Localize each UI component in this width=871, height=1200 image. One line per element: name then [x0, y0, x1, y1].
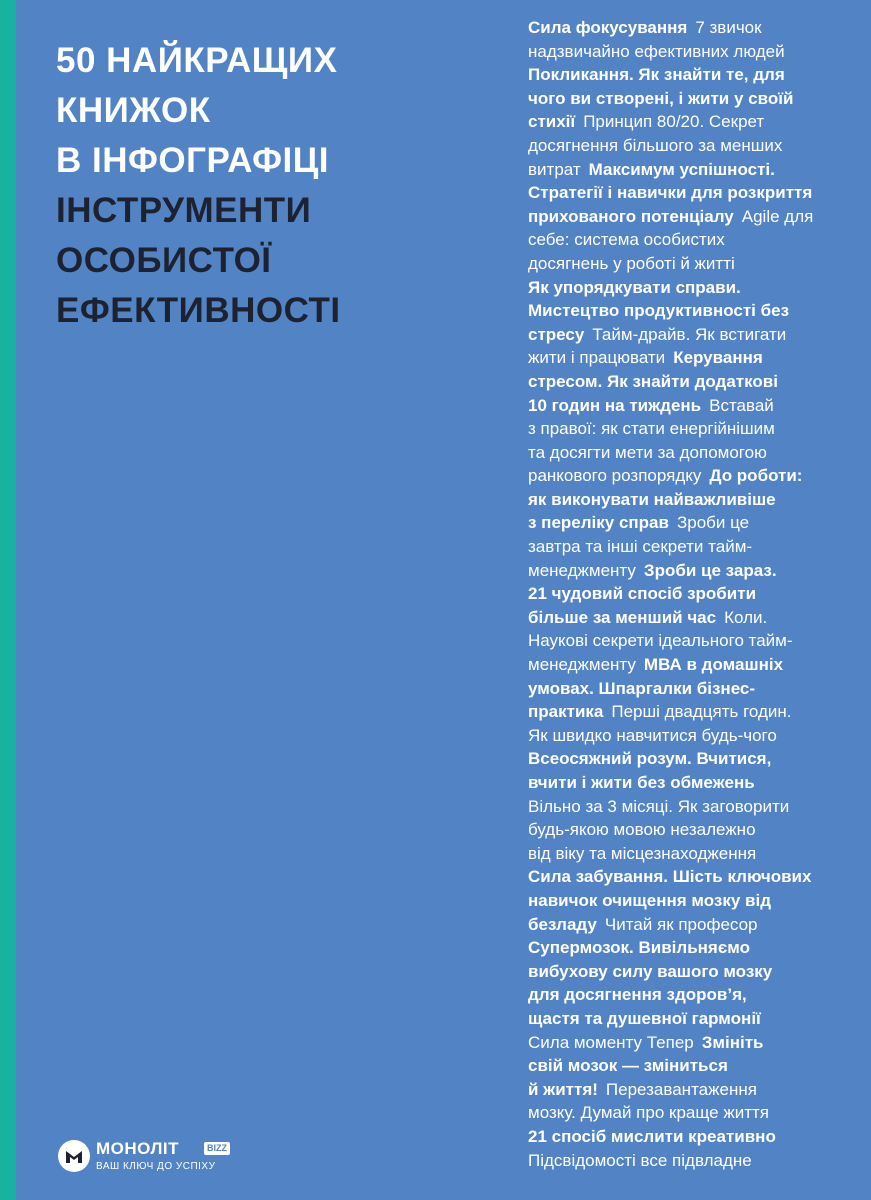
- book-list-line: [528, 511, 863, 535]
- book-title-segment: Вставай: [709, 395, 774, 415]
- book-list-line: [528, 488, 863, 512]
- publisher-name: МОНОЛІТ: [96, 1139, 179, 1158]
- book-title-bold-segment: свій мозок — зміниться: [528, 1056, 728, 1076]
- book-list-line: [528, 724, 863, 748]
- book-list-line: [528, 87, 863, 111]
- book-title-bold-segment: навичок очищення мозку від: [528, 890, 771, 910]
- book-title-bold-segment: Супермозок. Вивільняємо: [528, 938, 750, 958]
- book-list-line: [528, 323, 863, 347]
- book-title-bold-segment: Сила забування. Шість ключових: [528, 867, 812, 887]
- book-list-line: [528, 1031, 863, 1055]
- book-list-line: [528, 1101, 863, 1125]
- book-title-segment: досягнень у роботі й житті: [528, 253, 735, 273]
- book-list-line: [528, 181, 863, 205]
- book-title-bold-segment: з переліку справ: [528, 513, 669, 533]
- book-list-line: [528, 370, 863, 394]
- book-list-line: [528, 960, 863, 984]
- book-title-segment: Agile для: [741, 206, 814, 226]
- book-list-line: [528, 771, 863, 795]
- book-title-bold-segment: стихії: [528, 112, 576, 132]
- book-title-bold-segment: МВА в домашніх: [643, 655, 784, 675]
- book-title-segment: менеджменту: [528, 655, 636, 675]
- book-title-bold-segment: практика: [528, 702, 604, 722]
- book-list-line: [528, 559, 863, 583]
- book-title-bold-segment: стресу: [528, 324, 585, 344]
- book-title-bold-segment: вчити і жити без обмежень: [528, 773, 755, 792]
- book-list-line: [528, 228, 863, 252]
- book-list-line: [528, 134, 863, 158]
- book-list-line: [528, 1054, 863, 1078]
- monolith-logo-icon: [58, 1140, 90, 1172]
- book-title-segment: Наукові секрети ідеального тайм-: [528, 631, 793, 651]
- book-list-line: [528, 276, 863, 300]
- title-line-3: В ІНФОГРАФІЦІ: [56, 141, 329, 180]
- book-title-bold-segment: чого ви створені, і жити у своїй: [528, 88, 794, 108]
- publisher-tagline: ВАШ КЛЮЧ ДО УСПІХУ: [96, 1161, 216, 1172]
- book-title-bold-segment: для досягнення здоров’я,: [528, 985, 747, 1005]
- book-title-bold-segment: Змініть: [701, 1032, 764, 1052]
- book-list-line: [528, 394, 863, 418]
- book-title-segment: Сила моменту Тепер: [528, 1032, 694, 1052]
- book-title-bold-segment: стресом. Як знайти додаткові: [528, 371, 778, 391]
- book-list-line: [528, 936, 863, 960]
- publisher-badge: BIZZ: [204, 1142, 230, 1155]
- book-list-line: [528, 889, 863, 913]
- book-list-line: [528, 653, 863, 677]
- book-title-bold-segment: Керування: [673, 348, 763, 368]
- book-title-bold-segment: Стратегії і навички для розкриття: [528, 183, 813, 203]
- book-title-segment: Читай як професор: [604, 914, 758, 934]
- book-title-bold-segment: й життя!: [528, 1079, 598, 1099]
- book-list-line: [528, 795, 863, 819]
- book-list-line: [528, 606, 863, 630]
- book-title-bold-segment: прихованого потенціалу: [528, 206, 734, 226]
- book-title-bold-segment: більше за менший час: [528, 607, 717, 627]
- book-title-segment: з правої: як стати енергійнішим: [528, 419, 775, 439]
- book-title-bold-segment: 10 годин на тиждень: [528, 395, 702, 415]
- book-list-line: [528, 1007, 863, 1031]
- publisher-logo: [58, 1137, 278, 1177]
- cover-spine-stripe: [0, 0, 16, 1200]
- book-list-line: [528, 417, 863, 441]
- book-list-line: [528, 865, 863, 889]
- book-list-line: [528, 110, 863, 134]
- book-list-line: [528, 913, 863, 937]
- book-title-segment: від віку та місцезнаходження: [528, 843, 757, 863]
- book-title-bold-segment: як виконувати найважливіше: [528, 489, 776, 509]
- book-title-segment: Перші двадцять годин.: [611, 702, 792, 722]
- book-title-bold-segment: Всеосяжний розум. Вчитися,: [528, 749, 772, 769]
- book-title-segment: досягнення більшого за менших: [528, 135, 783, 155]
- book-title-segment: витрат: [528, 159, 581, 179]
- book-title-segment: завтра та інші секрети тайм-: [528, 537, 753, 557]
- book-title-bold-segment: 21 чудовий спосіб зробити: [528, 584, 757, 604]
- book-title-bold-segment: Мистецтво продуктивності без: [528, 301, 790, 321]
- book-list-line: [528, 818, 863, 842]
- book-title-segment: надзвичайно ефективних людей: [528, 41, 785, 61]
- book-list-line: [528, 535, 863, 559]
- book-list-line: [528, 252, 863, 276]
- title-line-1: 50 НАЙКРАЩИХ: [56, 41, 338, 80]
- book-list-line: [528, 16, 863, 40]
- book-list-line: [528, 299, 863, 323]
- book-list-line: [528, 441, 863, 465]
- book-title-segment: ранкового розпорядку: [528, 466, 702, 486]
- book-title-segment: Перезавантаження: [605, 1079, 757, 1099]
- book-title-segment: менеджменту: [528, 560, 636, 580]
- book-title-segment: Зроби це: [676, 513, 750, 533]
- book-title-segment: Тайм-драйв. Як встигати: [592, 324, 787, 344]
- book-title-segment: Принцип 80/20. Секрет: [583, 112, 765, 132]
- book-title-bold-segment: безладу: [528, 914, 597, 934]
- book-list-line: [528, 346, 863, 370]
- book-list-line: [528, 1149, 863, 1173]
- book-title-bold-segment: Максимум успішності.: [588, 159, 775, 179]
- book-list-line: [528, 205, 863, 229]
- book-list-line: [528, 63, 863, 87]
- book-title-bold-segment: Покликання. Як знайти те, для: [528, 65, 785, 85]
- book-title-segment: жити і працювати: [528, 348, 666, 368]
- book-list-line: [528, 700, 863, 724]
- book-title-segment: мозку. Думай про краще життя: [528, 1103, 769, 1123]
- book-list-line: [528, 677, 863, 701]
- book-title-bold-segment: До роботи:: [709, 466, 803, 486]
- book-list-line: [528, 747, 863, 771]
- subtitle-line-1: ІНСТРУМЕНТИ: [56, 191, 312, 230]
- book-title-segment: будь-якою мовою незалежно: [528, 820, 756, 840]
- book-title-bold-segment: Зроби це зараз.: [643, 560, 777, 580]
- book-title-segment: Вільно за 3 місяці. Як заговорити: [528, 796, 790, 816]
- book-title-bold-segment: 21 спосіб мислити креативно: [528, 1126, 776, 1146]
- book-title-segment: 7 звичок: [695, 18, 762, 37]
- book-title-segment: та досягти мети за допомогою: [528, 442, 767, 462]
- book-list-line: [528, 582, 863, 606]
- book-list-line: [528, 842, 863, 866]
- subtitle-line-2: ОСОБИСТОЇ: [56, 241, 272, 280]
- book-list-line: [528, 983, 863, 1007]
- book-title-segment: Підсвідомості все підвладне: [528, 1150, 752, 1170]
- book-title-segment: Коли.: [724, 607, 768, 627]
- book-titles-column: [528, 16, 863, 1172]
- book-title-bold-segment: Сила фокусування: [528, 18, 688, 37]
- title-line-2: КНИЖОК: [56, 91, 211, 130]
- book-title-segment: себе: система особистих: [528, 230, 725, 250]
- book-list-line: [528, 464, 863, 488]
- book-list-line: [528, 40, 863, 64]
- book-title-segment: Як швидко навчитися будь-чого: [528, 725, 777, 745]
- book-title-bold-segment: Як упорядкувати справи.: [528, 277, 741, 297]
- book-list-line: [528, 1078, 863, 1102]
- book-title-bold-segment: умовах. Шпаргалки бізнес-: [528, 678, 756, 698]
- book-list-line: [528, 629, 863, 653]
- book-list-line: [528, 158, 863, 182]
- subtitle-line-3: ЕФЕКТИВНОСТІ: [56, 291, 341, 330]
- book-title-bold-segment: вибухову силу вашого мозку: [528, 961, 773, 981]
- book-title-bold-segment: щастя та душевної гармонії: [528, 1008, 761, 1028]
- book-list-line: [528, 1125, 863, 1149]
- cover-title-block: [56, 36, 476, 336]
